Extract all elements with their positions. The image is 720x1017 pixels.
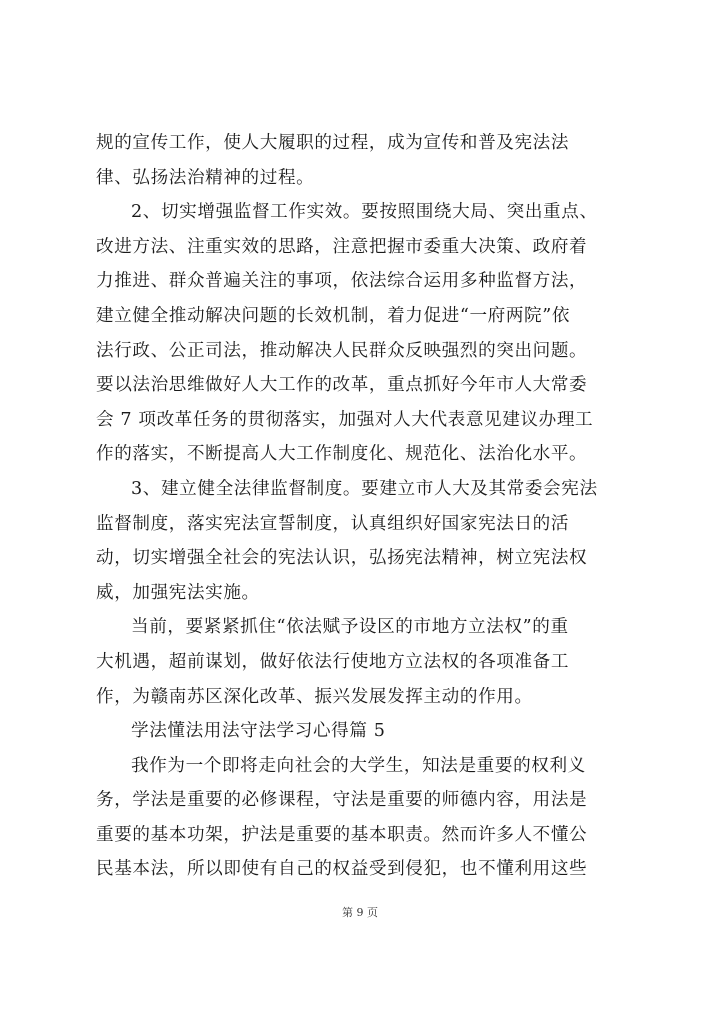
paragraph-start-line: 2、切实增强监督工作实效。要按照围绕大局、突出重点、	[131, 202, 598, 223]
text-line: 建立健全推动解决问题的长效机制，着力促进“一府两院”依	[96, 305, 571, 326]
text-line: 法行政、公正司法，推动解决人民群众反映强烈的突出问题。	[96, 340, 588, 361]
text-line: 威，加强宪法实施。	[96, 582, 260, 603]
paragraph-start-line: 当前，要紧紧抓住“依法赋予设区的市地方立法权”的重	[131, 617, 569, 638]
paragraph-start-line: 3、建立健全法律监督制度。要建立市人大及其常委会宪法	[131, 478, 598, 499]
text-line: 监督制度，落实宪法宣誓制度，认真组织好国家宪法日的活	[96, 513, 570, 534]
text-line: 会 7 项改革任务的贯彻落实，加强对人大代表意见建议办理工	[96, 409, 594, 430]
text-line: 民基本法，所以即使有自己的权益受到侵犯，也不懂利用这些	[96, 859, 588, 880]
text-line: 规的宣传工作，使人大履职的过程，成为宣传和普及宪法法	[96, 133, 570, 153]
text-line: 动，切实增强全社会的宪法认识，弘扬宪法精神，树立宪法权	[96, 548, 588, 569]
text-line: 要以法治思维做好人大工作的改革，重点抓好今年市人大常委	[96, 375, 588, 396]
text-line: 改进方法、注重实效的思路，注意把握市委重大决策、政府着	[96, 236, 588, 257]
page-number: 第 9 页	[342, 906, 378, 919]
text-line: 作，为赣南苏区深化改革、振兴发展发挥主动的作用。	[96, 686, 533, 707]
text-line: 律、弘扬法治精神的过程。	[96, 167, 315, 188]
section-heading: 学法懂法用法守法学习心得篇 5	[131, 721, 386, 742]
text-line: 力推进、群众普遍关注的事项，依法综合运用多种监督方法，	[96, 271, 588, 292]
body-text	[96, 126, 636, 887]
text-line: 务，学法是重要的必修课程，守法是重要的师德内容，用法是	[96, 790, 588, 811]
text-line: 重要的基本功架，护法是重要的基本职责。然而许多人不懂公	[96, 824, 588, 845]
paragraph-start-line: 我作为一个即将走向社会的大学生，知法是重要的权利义	[131, 755, 586, 776]
text-line: 大机遇，超前谋划，做好依法行使地方立法权的各项准备工	[96, 651, 570, 672]
text-line: 作的落实，不断提高人大工作制度化、规范化、法治化水平。	[96, 444, 588, 465]
